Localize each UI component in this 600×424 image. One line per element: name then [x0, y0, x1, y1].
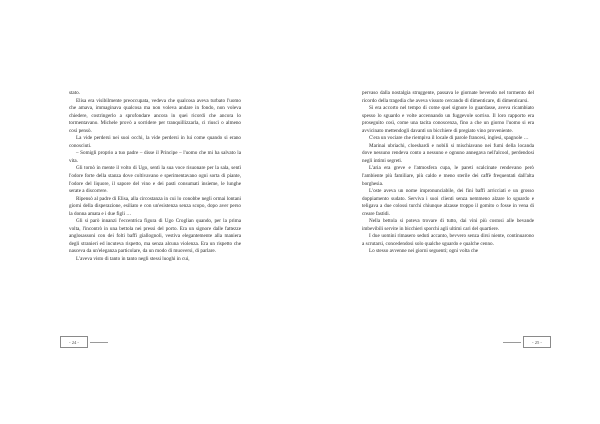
right-page	[362, 90, 534, 256]
paragraph: L'aveva visto di tanto in tanto negli stessi luoghi in cui,	[76, 256, 190, 263]
paragraph: I due uomini rimasero seduti accanto, bevvero senza dirsi niente, continuarono a scrutarsi, concedendosi solo qualche sguardo e qualche cenno.	[362, 233, 534, 247]
paragraph: pervaso dalla nostalgia struggente, passava le giornate bevendo nel tormento del ricordo della tragedia che aveva vissuto cercando di dimenticare, di dimenticarsi.	[362, 90, 534, 104]
left-folio	[60, 336, 108, 348]
paragraph: Nella bettola si poteva trovare di tutto, dai vini più costosi alle bevande imbevibili servite in bicchieri sporchi agli ultimi cari del quartiere.	[362, 218, 534, 232]
paragraph: C'era un vociare che riempiva il locale di parole francesi, inglesi, spagnole …	[369, 135, 529, 142]
paragraph: Elisa era visibilmente preoccupata, vedeva che qualcosa aveva turbato l'uomo che amava, immaginava qualcosa ma non voleva andare in fondo, non voleva chiedere, costringerlo a sprofondare ancora in quei ricordi che ancora lo tormentavano. Michele provò a sorridere per tranquillizzarla, ci riuscì o almeno così pensò.	[69, 97, 241, 134]
paragraph: Si era accorto nel tempo di come quel signore lo guardasse, aveva ricambiato spesso lo sguardo e volte accennando un fuggevole sorriso. Il loro rapporto era proseguito così, come una tacita conoscenza, fino a che un giorno l'uomo si era avvicinato mettendogli davanti un bicchiere di pregiato vino proveniente.	[362, 105, 534, 134]
right-page-text	[362, 90, 534, 256]
paragraph: La vide perdersi nei suoi occhi, la vide perdersi in lui come quando si erano conosciuti.	[69, 135, 241, 149]
paragraph: Gli tornò in mente il volto di Ugo, sentì la sua voce risuonare per la sala, sentì l'odore forte della stanza dove coltivavano e sperimentavano ogni sorta di piante, l'odore del liquore, il sapore del vino e dei pasti consumati insieme, le lunghe serate a discorrere.	[69, 165, 241, 195]
left-page-text	[69, 90, 241, 264]
left-folio-rule	[90, 342, 108, 343]
right-folio	[503, 336, 551, 348]
left-page-number: - 24 -	[60, 336, 88, 348]
paragraph: L'oste aveva un nome impronunciabile, dei fini baffi arricciati e un grosso doppiamento sudato. Serviva i suoi clienti senza nemmeno alzare lo sguardo e teligava a due colossi turchi chiunque alzasse troppo il gomito o fosse in vena di creare fastidi.	[362, 188, 534, 217]
right-page-number: - 25 -	[523, 336, 551, 348]
paragraph: Marinai ubriachi, cloeshardi e nobili si mischiavano nei fumi della locanda dove nessuno rendeva conto a nessuno e ognuno annegava nell'alcool, perdendosi negli intimi segreti.	[362, 142, 534, 164]
paragraph: L'aria era greve e l'atmosfera cupa, le pareti scalcinate rendevano però l'ambiente più familiare, più caldo e meno sterile dei caffè frequentati dall'alta borghesia.	[362, 165, 534, 187]
paragraph: Gli si parò innanzi l'eccentrica figura di Ugo Croglian quando, per la prima volta, l'incontrò in una bettola nei pressi del porto. Era un signore dalle fattezze anglosassoni con dei folti baffi giallognoli, vestiva elegantemente alla maniera degli stranieri ed incuteva rispetto, ma senza alcuna violenza. Era un rispetto che nasceva da un'eleganza particolare, da un modo di muoversi, di parlare.	[69, 218, 241, 255]
paragraph: Ripensò al padre di Elisa, alla circostanza in cui lo conobbe negli ormai lontani giorni della disperazione, esiliato e con un'esistenza senza scopo, dopo aver perso la donna amata e i due figli …	[69, 195, 241, 217]
left-page	[69, 90, 241, 264]
paragraph: Lo stesso avvenne nei giorni seguenti; ogni volta che	[369, 248, 479, 255]
paragraph: stato.	[69, 90, 80, 96]
paragraph: – Somigli proprio a tuo padre – disse il Principe – l'uomo che mi ha salvato la vita.	[69, 150, 241, 164]
right-folio-rule	[503, 342, 521, 343]
